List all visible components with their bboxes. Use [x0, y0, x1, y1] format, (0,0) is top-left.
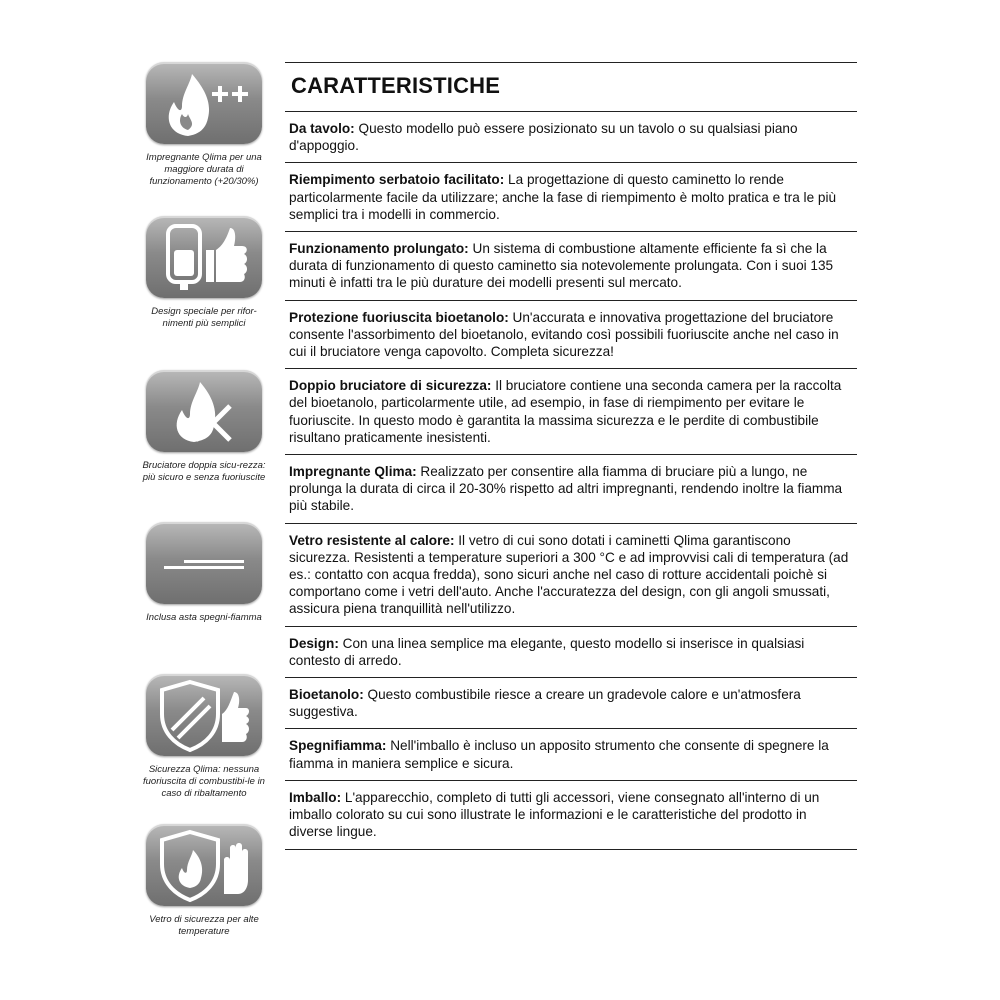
icon-block-impregnante: [130, 62, 278, 188]
icon-caption: Vetro di sicurezza per alte temperature: [149, 914, 259, 937]
feature-label: Design:: [289, 635, 339, 651]
feature-text: Con una linea semplice ma elegante, questo modello si inserisce in qualsiasi contesto di arredo.: [289, 635, 805, 668]
features-panel: [285, 62, 857, 850]
extinguisher-rod-icon: [146, 522, 262, 604]
feature-text: La progettazione di questo caminetto lo rende particolarmente facile da utilizzare; anche la fase di riempimento è molto pratica e tra le più semplici tra i modelli in commercio.: [289, 172, 837, 222]
double-burner-icon: [146, 370, 262, 452]
feature-label: Riempimento serbatoio facilitato:: [289, 172, 505, 188]
feature-row: [285, 112, 857, 163]
feature-label: Imballo:: [289, 789, 342, 805]
icon-caption: Sicurezza Qlima: nessuna fuoriuscita di combustibi-le in caso di ribaltamento: [143, 764, 265, 799]
feature-row: [285, 524, 857, 627]
shield-flame-hand-icon: [146, 824, 262, 906]
feature-label: Vetro resistente al calore:: [289, 532, 455, 548]
icon-block-bruciatore: [130, 370, 278, 484]
feature-row: [285, 781, 857, 850]
feature-label: Doppio bruciatore di sicurezza:: [289, 378, 492, 394]
feature-row: [285, 678, 857, 729]
feature-row: [285, 455, 857, 524]
feature-label: Bioetanolo:: [289, 687, 364, 703]
feature-text: Questo combustibile riesce a creare un gradevole calore e un'atmosfera suggestiva.: [289, 687, 801, 720]
feature-row: [285, 301, 857, 370]
feature-row: [285, 729, 857, 780]
feature-label: Spegnifiamma:: [289, 738, 387, 754]
feature-row: [285, 627, 857, 678]
icon-block-sicurezza: [130, 674, 278, 800]
feature-text: L'apparecchio, completo di tutti gli accessori, viene consegnato all'interno di un imballo colorato su cui sono illustrate le informazioni e le caratteristiche del prodotto in diverse lingue.: [289, 789, 820, 840]
feature-row: [285, 163, 857, 232]
feature-row: [285, 232, 857, 301]
icon-block-asta: [130, 522, 278, 624]
feature-row: [285, 369, 857, 455]
feature-text: Realizzato per consentire alla fiamma di bruciare più a lungo, ne prolunga la durata di circa il 20-30% rispetto ad altri impregnanti, rendendo inoltre la fiamma più stabile.: [289, 464, 843, 514]
flame-plus-icon: [146, 62, 262, 144]
feature-text: Il vetro di cui sono dotati i caminetti Qlima garantiscono sicurezza. Resistenti a temperature superiori a 300 °C e ad improvvisi cali di temperatura (ad es.: contatto con acqua fredda), sono sicuri anche nel caso di rotture accidentali poichè si comportano come i vetri dell'auto. Anche l'accuratezza del design, con gli angoli smussati, assicura piena tranquillità nell'utilizzo.: [289, 532, 849, 617]
icon-block-design-rifornimenti: [130, 216, 278, 330]
shield-thumbs-up-icon: [146, 674, 262, 756]
icon-block-vetro: [130, 824, 278, 938]
feature-label: Impregnante Qlima:: [289, 464, 417, 480]
feature-text: Questo modello può essere posizionato su un tavolo o su qualsiasi piano d'appoggio.: [289, 121, 798, 154]
feature-label: Protezione fuoriuscita bioetanolo:: [289, 309, 509, 325]
feature-text: Un'accurata e innovativa progettazione del bruciatore consente l'assorbimento del bioetanolo, evitando così possibili fuoriuscite anche nel caso in cui il bruciatore venga capovolto. Completa sicurezza!: [289, 309, 839, 360]
icon-caption: Bruciatore doppia sicu-rezza: più sicuro e senza fuoriuscite: [142, 460, 266, 483]
feature-text: Il bruciatore contiene una seconda camera per la raccolta del bioetanolo, particolarmente utile, ad esempio, in fase di riempimento per evitare le fuoriuscite. In questo modo è garantita la massima sicurezza e le perdite di combustibile risultano praticamente inesistenti.: [289, 378, 842, 445]
tank-thumbs-up-icon: [146, 216, 262, 298]
page-title: CARATTERISTICHE: [285, 63, 857, 112]
icon-caption: Design speciale per rifor-nimenti più semplici: [151, 306, 257, 329]
icon-caption: Impregnante Qlima per una maggiore durata di funzionamento (+20/30%): [146, 152, 262, 187]
icon-caption: Inclusa asta spegni-fiamma: [146, 612, 262, 623]
feature-text: Un sistema di combustione altamente efficiente fa sì che la durata di funzionamento di questo caminetto sia notevolemente prolungata. Con i suoi 135 minuti è infatti tra le più durature dei modelli presenti sul mercato.: [289, 241, 834, 291]
feature-text: Nell'imballo è incluso un apposito strumento che consente di spegnere la fiamma in maniera semplice e sicura.: [289, 738, 829, 771]
feature-label: Da tavolo:: [289, 121, 355, 136]
feature-label: Funzionamento prolungato:: [289, 241, 469, 257]
